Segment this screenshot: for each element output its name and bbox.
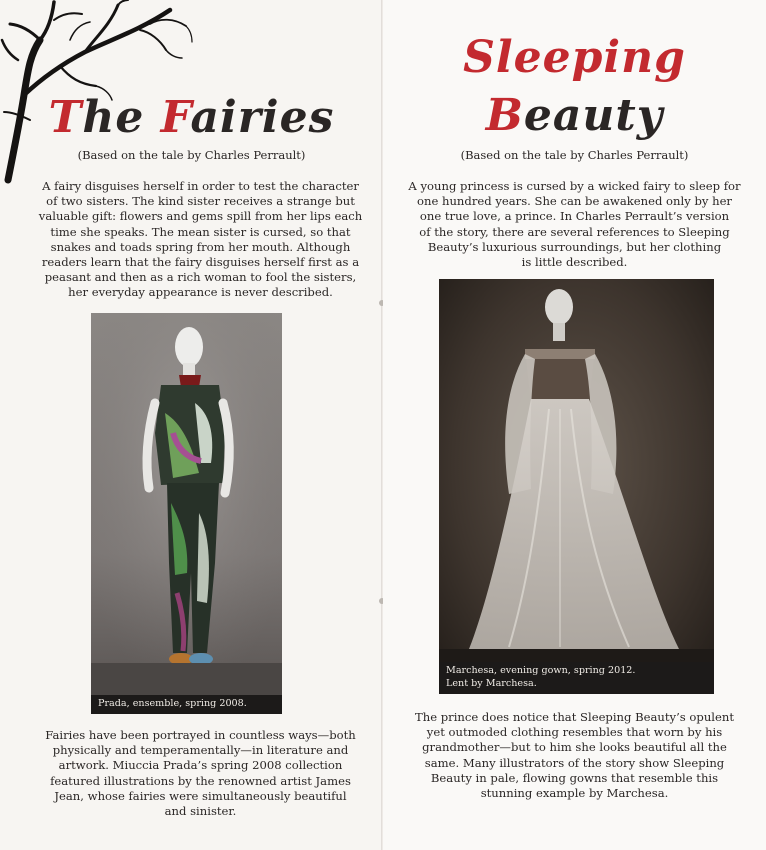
fairies-title <box>0 92 383 143</box>
intro-line: A young princess is cursed by a wicked fairy to sleep for <box>408 179 741 193</box>
title-initial-t: T <box>48 92 83 143</box>
right-panel <box>383 0 766 850</box>
title-leeping: leeping <box>495 32 686 83</box>
intro-line: valuable gift: flowers and gems spill from her lips each <box>38 209 363 224</box>
body-line: and sinister. <box>164 804 237 819</box>
intro-line: Beauty’s luxurious surroundings, but her clothing <box>427 239 722 254</box>
intro-line: one hundred years. She can be awakened only by her <box>417 194 732 209</box>
body-line: same. Many illustrators of the story show Sleeping <box>424 755 725 770</box>
intro-line: readers learn that the fairy disguises herself first as a <box>41 255 360 270</box>
body-line: artwork. Miuccia Prada’s spring 2008 collection <box>58 758 343 773</box>
prada-mannequin-image <box>91 313 282 714</box>
title-airies: airies <box>190 92 335 143</box>
body-line: Jean, whose fairies were simultaneously beautiful <box>54 788 347 803</box>
body-line: physically and temperamentally—in literature and <box>52 743 349 758</box>
marchesa-mannequin-image <box>439 279 714 694</box>
body-line: Beauty in pale, flowing gowns that resemble this <box>430 770 719 785</box>
title-initial-b: B <box>485 90 524 141</box>
intro-line: is little described. <box>521 255 628 270</box>
intro-line: peasant and then as a rich woman to fool the sisters, <box>44 270 357 285</box>
sleeping-beauty-intro <box>383 179 766 270</box>
intro-line: time she speaks. The mean sister is cursed, so that <box>50 224 351 239</box>
fairies-body <box>18 728 383 819</box>
intro-line: her everyday appearance is never described. <box>68 285 333 300</box>
body-line: yet outmoded clothing resembles that worn by his <box>426 725 723 740</box>
title-eauty: eauty <box>523 90 664 141</box>
prada-ensemble-photo <box>91 313 282 714</box>
title-initial-f: F <box>160 92 191 143</box>
caption-line: Lent by Marchesa. <box>446 678 537 689</box>
caption-line: Marchesa, evening gown, spring 2012. <box>446 665 636 676</box>
sleeping-beauty-body <box>383 710 766 801</box>
sleeping-beauty-title <box>383 32 766 83</box>
body-line: grandmother—but to him she looks beautiful all the <box>422 740 727 755</box>
title-initial-s: S <box>463 32 496 83</box>
body-line: stunning example by Marchesa. <box>480 786 669 801</box>
intro-line: A fairy disguises herself in order to test the character <box>42 179 359 193</box>
marchesa-photo-caption <box>439 662 714 694</box>
prada-photo-caption: Prada, ensemble, spring 2008. <box>91 695 282 714</box>
body-line: featured illustrations by the renowned artist James <box>50 773 351 788</box>
fairies-intro <box>18 179 383 301</box>
fairies-subtitle: (Based on the tale by Charles Perrault) <box>77 148 306 162</box>
intro-line: of the story, there are several references to Sleeping <box>419 224 730 239</box>
sleeping-beauty-subtitle: (Based on the tale by Charles Perrault) <box>460 148 689 162</box>
body-line: The prince does notice that Sleeping Beauty’s opulent <box>415 710 734 724</box>
intro-line: of two sisters. The kind sister receives a strange but <box>46 194 355 209</box>
sleeping-beauty-title-line2 <box>383 90 766 141</box>
body-line: Fairies have been portrayed in countless ways—both <box>45 728 356 742</box>
intro-line: snakes and toads spring from her mouth. Although <box>50 239 351 254</box>
marchesa-gown-photo <box>439 279 714 694</box>
title-line-sleeping <box>383 32 766 83</box>
title-he: he <box>82 92 161 143</box>
intro-line: one true love, a prince. In Charles Perrault’s version <box>419 209 730 224</box>
